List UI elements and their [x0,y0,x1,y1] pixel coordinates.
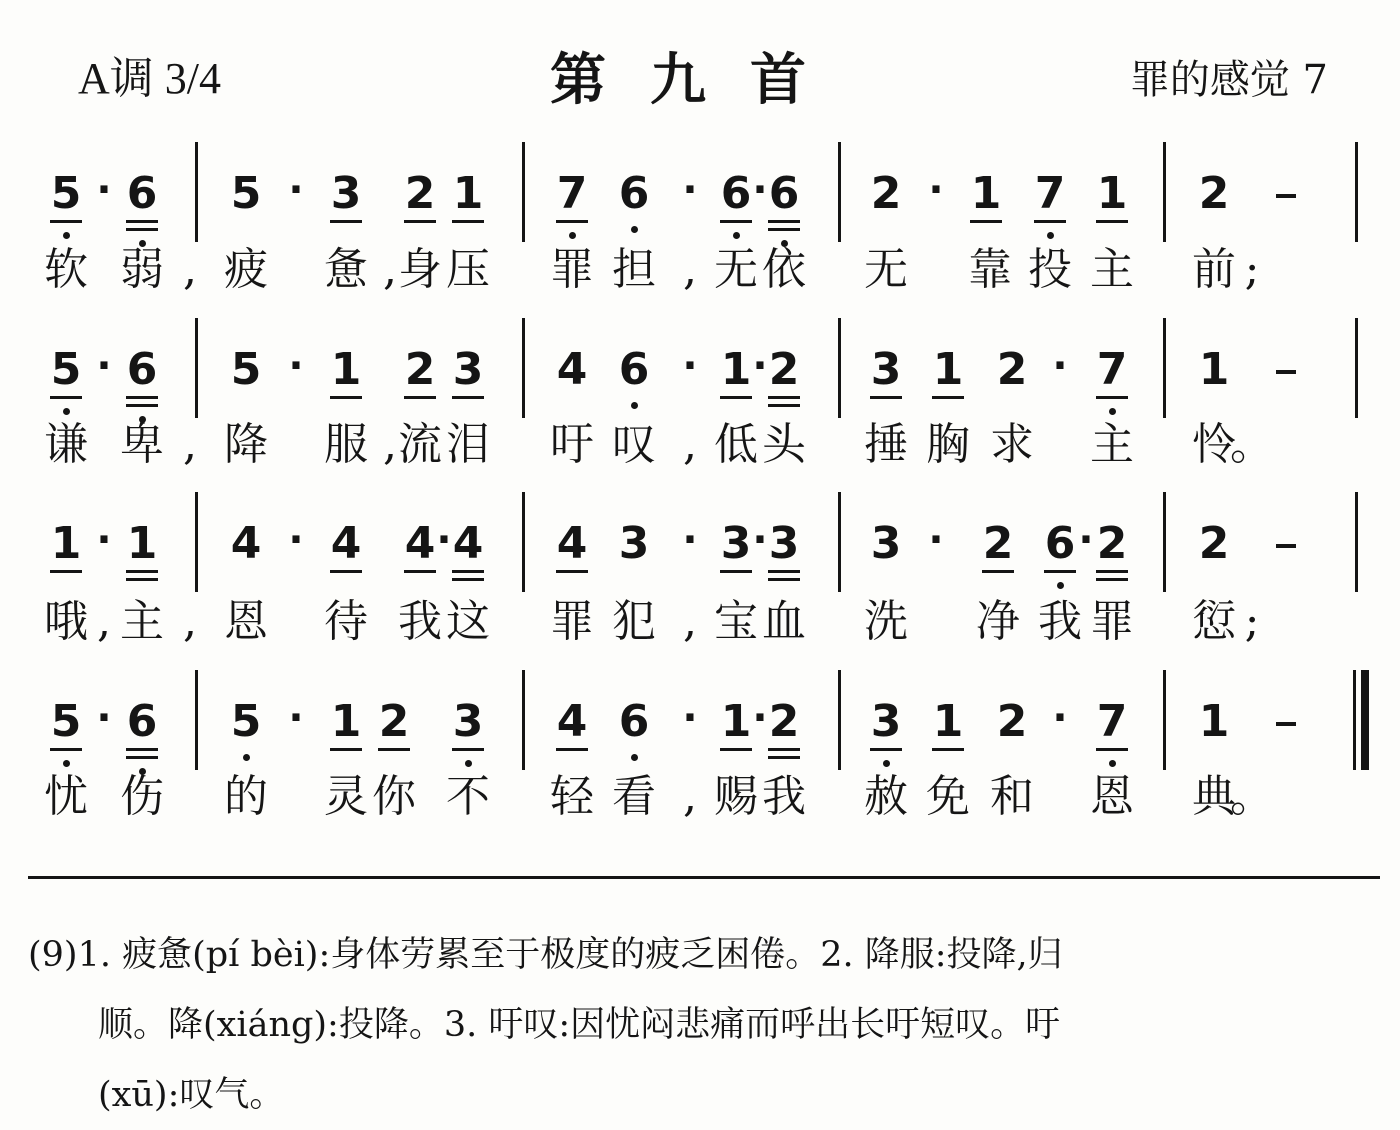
lyric-char: 宝 [714,596,758,647]
divider [28,876,1380,879]
augmentation-dot: · [928,167,944,213]
lyric-char: 无 [714,244,758,295]
note-underline [126,756,158,759]
note: 3 [452,344,484,395]
note-underline [50,748,82,751]
hold-dash [1276,194,1296,198]
note: 1 [1198,696,1230,747]
note-underline [768,396,800,399]
note: 3 [330,168,362,219]
augmentation-dot: · [96,517,112,563]
lyric-char: 血 [762,596,806,647]
octave-dot-below [63,408,70,415]
note: 2 [996,696,1028,747]
note-underline [1044,570,1076,573]
augmentation-dot: · [682,695,698,741]
lyric-char: , [183,419,197,470]
note-underline [126,228,158,231]
tie-dot: · [752,695,768,741]
note: 1 [1198,344,1230,395]
barline [838,492,841,592]
tie-dot: · [1078,517,1094,563]
barline [838,142,841,242]
barline [1163,492,1166,592]
note: 3 [768,518,800,569]
barline [522,670,525,770]
note: 2 [996,344,1028,395]
octave-dot-below [883,760,890,767]
tie-dot: · [752,517,768,563]
note: 5 [50,168,82,219]
note: 4 [330,518,362,569]
note: 2 [404,168,436,219]
note: 6 [768,168,800,219]
final-barline-thin [1353,670,1356,770]
lyric-char: , [683,244,697,295]
note: 7 [556,168,588,219]
augmentation-dot: · [288,695,304,741]
note: 4 [404,518,436,569]
note: 4 [452,518,484,569]
lyric-char: 典 [1192,771,1236,822]
lyric-char: , [683,596,697,647]
note: 2 [1198,518,1230,569]
note-underline [556,748,588,751]
note: 6 [618,168,650,219]
lyric-char: 泪 [446,419,490,470]
note: 1 [720,344,752,395]
note-underline [932,748,964,751]
note-underline [404,570,436,573]
footnote [28,920,1388,1130]
footnote-line: 顺。降(xiáng):投降。3. 吁叹:因忧闷悲痛而呼出长吁短叹。吁 [98,1005,1061,1045]
note: 1 [970,168,1002,219]
octave-dot-below [1057,582,1064,589]
note-underline [556,570,588,573]
barline [838,318,841,418]
octave-dot-below [1109,760,1116,767]
note-underline [870,396,902,399]
tie-dot: · [752,167,768,213]
barline [1355,142,1358,242]
lyric-char: 愆 [1192,596,1236,647]
note-underline [870,748,902,751]
lyric-char: 谦 [44,419,88,470]
octave-dot-below [631,754,638,761]
note: 7 [1096,696,1128,747]
note-underline [1096,570,1128,573]
note-underline [1096,748,1128,751]
octave-dot-below [631,402,638,409]
augmentation-dot: · [288,517,304,563]
note-underline [126,396,158,399]
note: 6 [618,344,650,395]
augmentation-dot: · [928,517,944,563]
barline [1355,492,1358,592]
lyric-char: 降 [224,419,268,470]
octave-dot-below [243,754,250,761]
hold-dash [1276,722,1296,726]
note: 1 [932,696,964,747]
lyric-char: 。 [1230,771,1274,822]
note: 1 [452,168,484,219]
lyric-char: 身 [398,244,442,295]
lyric-char: 赦 [864,771,908,822]
note-underline [1096,396,1128,399]
note-underline [50,396,82,399]
note-underline [768,570,800,573]
lyric-char: 压 [446,244,490,295]
note: 3 [870,696,902,747]
lyric-char: 头 [762,419,806,470]
note: 4 [556,344,588,395]
lyric-char: 免 [926,771,970,822]
lyric-char: 投 [1028,244,1072,295]
note-underline [1096,578,1128,581]
lyric-char: 净 [976,596,1020,647]
augmentation-dot: · [682,167,698,213]
note: 2 [768,344,800,395]
note: 5 [50,344,82,395]
note: 3 [720,518,752,569]
note-underline [768,578,800,581]
note: 2 [378,696,410,747]
barline [522,492,525,592]
note-underline [330,220,362,223]
augmentation-dot: · [288,343,304,389]
note-underline [1034,220,1066,223]
barline [195,670,198,770]
lyric-char: 主 [1090,244,1134,295]
octave-dot-below [631,226,638,233]
lyric-char: , [183,244,197,295]
final-barline-thick [1361,670,1369,770]
lyric-char: 求 [990,419,1034,470]
note: 2 [768,696,800,747]
tie-dot: · [436,517,452,563]
note: 5 [230,344,262,395]
octave-dot-below [1047,232,1054,239]
augmentation-dot: · [1052,343,1068,389]
hold-dash [1276,544,1296,548]
octave-dot-below [1109,408,1116,415]
lyric-char: 的 [224,771,268,822]
note-underline [50,570,82,573]
augmentation-dot: · [96,343,112,389]
lyric-char: 依 [762,244,806,295]
note: 5 [50,696,82,747]
lyric-char: 罪 [1090,596,1134,647]
note-underline [404,396,436,399]
note-underline [452,578,484,581]
note-underline [768,228,800,231]
note-underline [768,404,800,407]
note: 7 [1096,344,1128,395]
lyric-char: 流 [398,419,442,470]
barline [1355,318,1358,418]
note-underline [768,748,800,751]
note: 2 [870,168,902,219]
barline [1163,318,1166,418]
augmentation-dot: · [682,517,698,563]
lyric-char: , [183,596,197,647]
lyric-char: 你 [372,771,416,822]
note: 2 [1198,168,1230,219]
lyric-char: , [97,596,111,647]
lyric-char: 我 [762,771,806,822]
note-underline [126,748,158,751]
lyric-char: 叹 [612,419,656,470]
key-and-meter: A调 3/4 [78,54,221,103]
lyric-char: , [683,419,697,470]
note: 2 [982,518,1014,569]
note: 6 [126,344,158,395]
barline [522,142,525,242]
lyric-char: 。 [1230,419,1274,470]
note: 6 [618,696,650,747]
note-underline [720,748,752,751]
lyric-char: 恩 [1090,771,1134,822]
augmentation-dot: · [682,343,698,389]
note: 4 [556,696,588,747]
octave-dot-below [733,232,740,239]
lyric-char: 哦 [44,596,88,647]
lyric-char: 赐 [714,771,758,822]
lyric-char: 服 [324,419,368,470]
barline [838,670,841,770]
barline [195,318,198,418]
note: 1 [932,344,964,395]
note-underline [970,220,1002,223]
lyric-char: 轻 [550,771,594,822]
lyric-char: ; [1244,596,1260,647]
note-underline [330,748,362,751]
lyric-char: 灵 [324,771,368,822]
lyric-char: 胸 [926,419,970,470]
lyric-char: 惫 [324,244,368,295]
note: 5 [230,696,262,747]
lyric-char: 不 [446,771,490,822]
note-underline [768,220,800,223]
note: 1 [126,518,158,569]
note: 6 [1044,518,1076,569]
note: 1 [1096,168,1128,219]
augmentation-dot: · [96,167,112,213]
lyric-char: 捶 [864,419,908,470]
note-underline [126,404,158,407]
note: 7 [1034,168,1066,219]
note: 3 [452,696,484,747]
lyric-char: 伤 [120,771,164,822]
lyric-char: ; [1244,244,1260,295]
lyric-char: 罪 [550,244,594,295]
note-underline [50,220,82,223]
lyric-char: 疲 [224,244,268,295]
lyric-char: 忧 [44,771,88,822]
note-underline [126,570,158,573]
note-underline [404,220,436,223]
tie-dot: · [752,343,768,389]
lyric-char: 我 [398,596,442,647]
note-underline [932,396,964,399]
note: 4 [556,518,588,569]
octave-dot-below [465,760,472,767]
note-underline [126,220,158,223]
note: 5 [230,168,262,219]
lyric-char: 我 [1038,596,1082,647]
note: 6 [126,168,158,219]
lyric-char: 这 [446,596,490,647]
note: 2 [1096,518,1128,569]
lyric-char: 怜 [1192,419,1236,470]
lyric-char: , [383,419,397,470]
note-underline [720,220,752,223]
lyric-char: 洗 [864,596,908,647]
page-title: 第九首 [550,48,850,113]
note: 4 [230,518,262,569]
barline [195,142,198,242]
note: 3 [870,518,902,569]
barline [195,492,198,592]
augmentation-dot: · [288,167,304,213]
note: 6 [126,696,158,747]
lyric-char: 卑 [120,419,164,470]
barline [522,318,525,418]
lyric-char: 低 [714,419,758,470]
note: 1 [50,518,82,569]
lyric-char: 无 [864,244,908,295]
augmentation-dot: · [1052,695,1068,741]
note-underline [720,570,752,573]
lyric-char: 恩 [224,596,268,647]
lyric-char: 弱 [120,244,164,295]
note: 1 [720,696,752,747]
hold-dash [1276,370,1296,374]
lyric-char: 主 [1090,419,1134,470]
lyric-char: 犯 [612,596,656,647]
note: 6 [720,168,752,219]
lyric-char: 罪 [550,596,594,647]
note-underline [1096,220,1128,223]
footnote-line: (9)1. 疲惫(pí bèi):身体劳累至于极度的疲乏困倦。2. 降服:投降,归 [28,935,1063,975]
note-underline [378,748,410,751]
note: 1 [330,344,362,395]
lyric-char: 软 [44,244,88,295]
octave-dot-below [63,232,70,239]
barline [1163,670,1166,770]
note-underline [452,220,484,223]
footnote-line: (xū):叹气。 [98,1075,285,1115]
note-underline [126,578,158,581]
augmentation-dot: · [96,695,112,741]
octave-dot-below [569,232,576,239]
lyric-char: 看 [612,771,656,822]
note-underline [720,396,752,399]
note-underline [452,570,484,573]
hymn-category: 罪的感觉 7 [1129,57,1328,103]
barline [1163,142,1166,242]
lyric-char: , [383,244,397,295]
lyric-char: 和 [990,771,1034,822]
lyric-char: , [683,771,697,822]
lyric-char: 前 [1192,244,1236,295]
note-underline [982,570,1014,573]
note-underline [330,396,362,399]
note-underline [452,396,484,399]
lyric-char: 主 [120,596,164,647]
note: 2 [404,344,436,395]
lyric-char: 待 [324,596,368,647]
note-underline [556,220,588,223]
note-underline [330,570,362,573]
lyric-char: 吁 [550,419,594,470]
note: 3 [870,344,902,395]
note: 1 [330,696,362,747]
lyric-char: 担 [612,244,656,295]
note-underline [768,756,800,759]
octave-dot-below [63,760,70,767]
note-underline [452,748,484,751]
lyric-char: 靠 [968,244,1012,295]
note: 3 [618,518,650,569]
